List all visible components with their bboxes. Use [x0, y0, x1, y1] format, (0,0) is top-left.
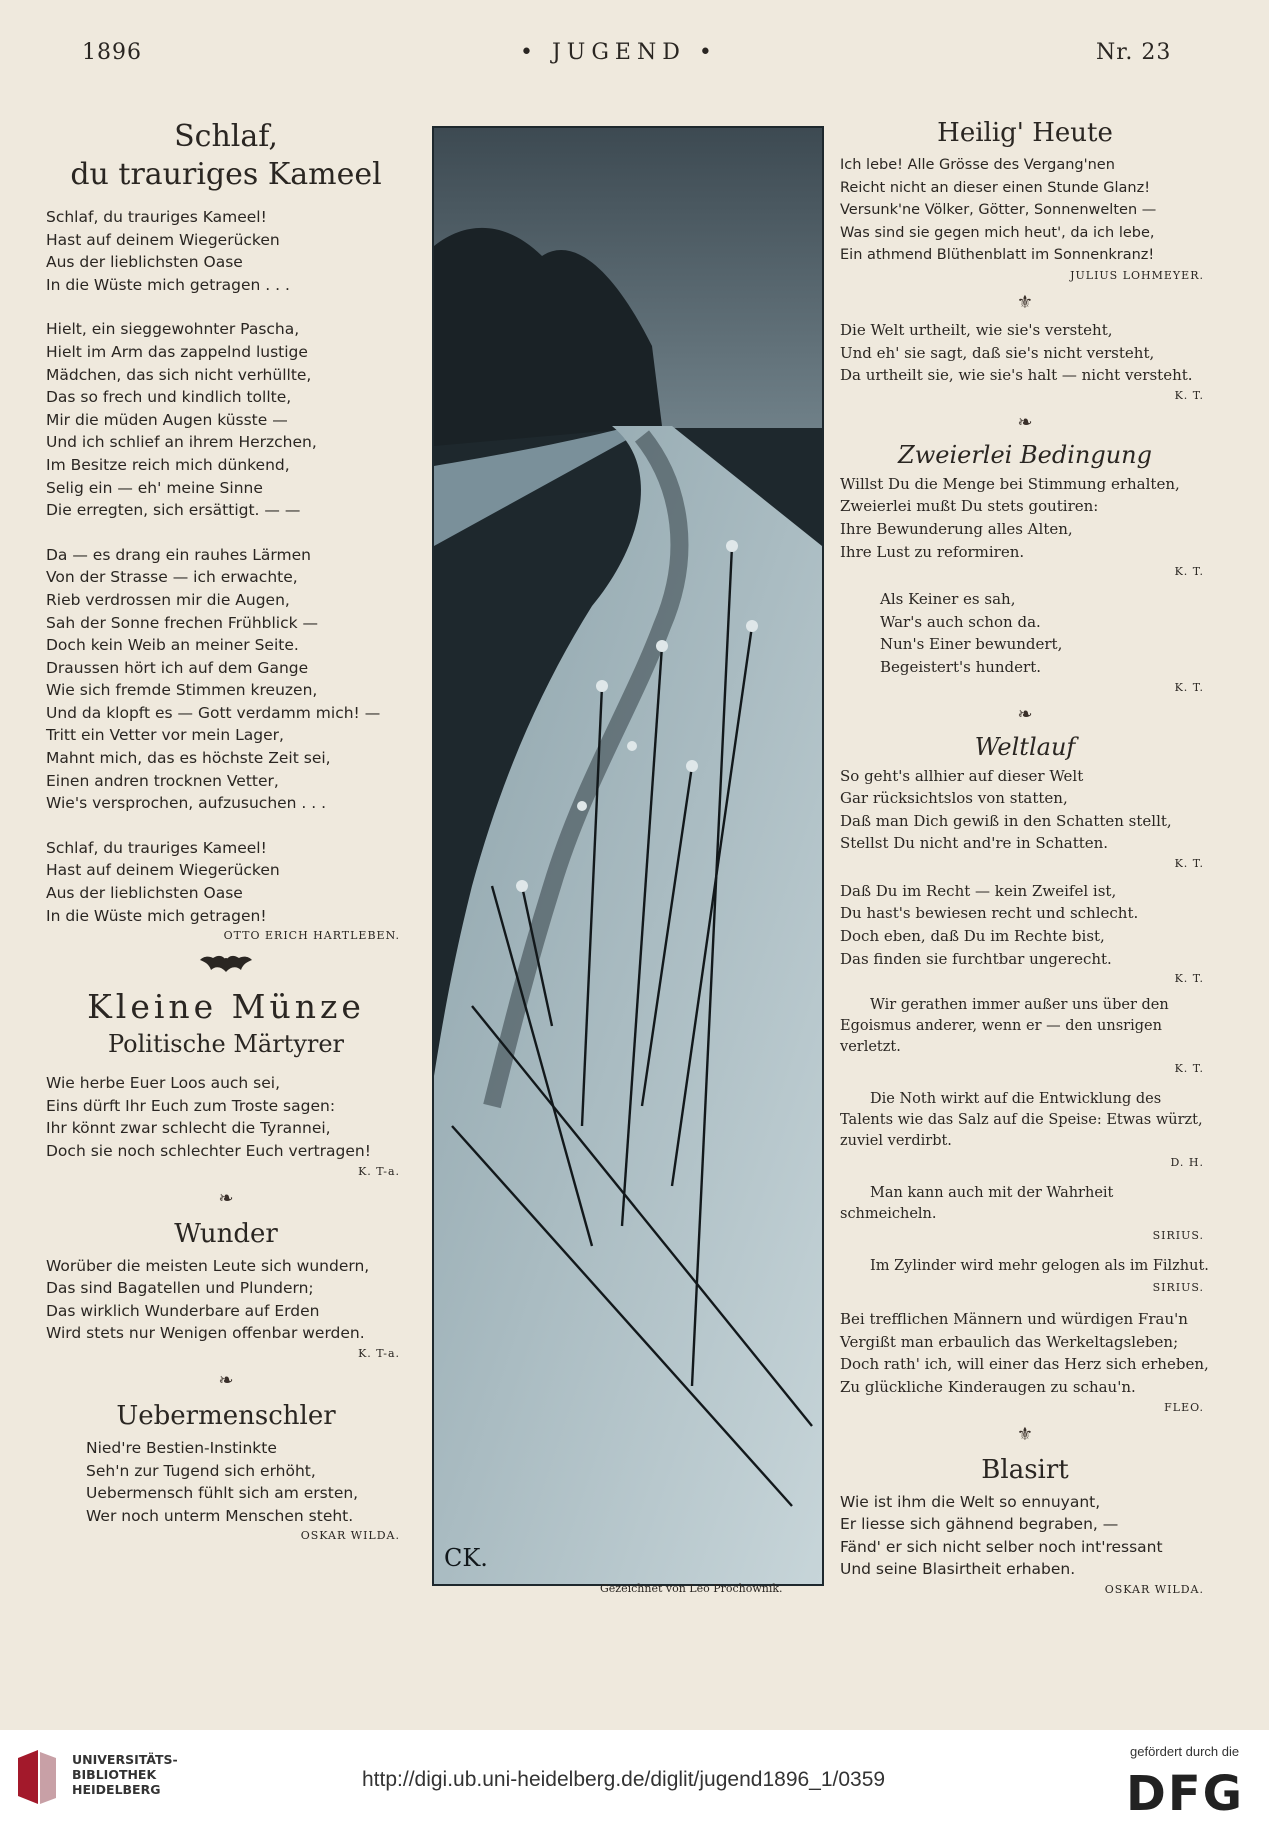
- poem-author: OTTO ERICH HARTLEBEN.: [223, 929, 400, 943]
- poem-author: OSKAR WILDA.: [1104, 1583, 1204, 1596]
- bat-ornament-icon: [46, 952, 406, 981]
- verse-line: Daß man Dich gewiß in den Schatten stellt,: [840, 811, 1172, 830]
- aphorism-text: Man kann auch mit der Wahrheit schmeicheln.: [840, 1185, 1114, 1223]
- verse-line: Da — es drang ein rauhes Lärmen: [46, 545, 311, 564]
- verse-line: Aus der lieblichsten Oase: [46, 253, 243, 272]
- poem-body: [840, 880, 1210, 970]
- header-year: 1896: [82, 40, 142, 65]
- verse-line: Da urtheilt sie, wie sie's halt — nicht versteht.: [840, 366, 1193, 385]
- footer-bar: [0, 1730, 1269, 1825]
- illustration-winter-landscape: [432, 126, 824, 1586]
- aphorism-text: Die Noth wirkt auf die Entwicklung des Talents wie das Salz auf die Speise: Etwas würzt, zuviel verdirbt.: [840, 1091, 1203, 1150]
- poem-body: [46, 1072, 406, 1162]
- verse-line: Schlaf, du trauriges Kameel!: [46, 208, 267, 226]
- poem-author: K. T.: [1174, 565, 1204, 579]
- poem-title: Wunder: [174, 1218, 278, 1249]
- verse-line: Tritt ein Vetter vor mein Lager,: [46, 726, 284, 745]
- ornament-icon: ❧: [218, 1187, 234, 1209]
- verse-line: Ich lebe! Alle Grösse des Vergang'nen: [840, 157, 1115, 173]
- aphorism: [840, 1183, 1210, 1246]
- fleur-ornament-icon: ⚜: [1016, 1423, 1034, 1445]
- source-url-link[interactable]: http://digi.ub.uni-heidelberg.de/diglit/jugend1896_1/0359: [362, 1768, 886, 1791]
- verse-line: Ihre Bewunderung alles Alten,: [840, 519, 1073, 538]
- poem-body: [840, 1491, 1210, 1581]
- aphorism-body: [840, 319, 1210, 387]
- aphorism-author: SIRIUS.: [1152, 1229, 1204, 1243]
- verse-line: In die Wüste mich getragen . . .: [46, 275, 290, 294]
- fleur-ornament-icon: ⚜: [1016, 291, 1034, 313]
- left-column: [46, 118, 406, 1552]
- verse-line: Draussen hört ich auf dem Gange: [46, 658, 309, 677]
- verse-line: Und ich schlief an ihrem Herzchen,: [46, 433, 317, 452]
- stanza: [46, 206, 406, 296]
- aphorism-text: Im Zylinder wird mehr gelogen als im Filzhut.: [870, 1258, 1209, 1275]
- verse-line: Das finden sie furchtbar ungerecht.: [840, 949, 1112, 968]
- poem-author: JULIUS LOHMEYER.: [1070, 268, 1204, 282]
- verse-line: Das sind Bagatellen und Plundern;: [46, 1279, 314, 1298]
- verse-line: Mir die müden Augen küsste —: [46, 410, 288, 429]
- aphorism-author: SIRIUS.: [1152, 1281, 1204, 1295]
- right-column: [840, 118, 1210, 1606]
- poem-title: Heilig' Heute: [937, 118, 1113, 148]
- verse-line: Doch rath' ich, will einer das Herz sich erheben,: [840, 1355, 1209, 1374]
- verse-line: Die Welt urtheilt, wie sie's versteht,: [840, 320, 1113, 339]
- poem-author: K. T.: [1174, 856, 1204, 870]
- poem-author: K. T-a.: [358, 1346, 400, 1360]
- university-name: UNIVERSITÄTS- BIBLIOTHEK HEIDELBERG: [72, 1752, 178, 1797]
- illustration-monogram: CK.: [444, 1544, 488, 1572]
- verse-line: Sah der Sonne frechen Frühblick —: [46, 613, 319, 632]
- poem-body: [840, 588, 1210, 678]
- verse-line: Fänd' er sich nicht selber noch int'ressant: [840, 1537, 1163, 1556]
- poem-title: Zweierlei Bedingung: [898, 440, 1152, 469]
- aphorism-author: D. H.: [1170, 1156, 1204, 1170]
- verse-line: Und da klopft es — Gott verdamm mich! —: [46, 703, 381, 722]
- verse-line: Rieb verdrossen mir die Augen,: [46, 590, 290, 609]
- verse-line: Von der Strasse — ich erwachte,: [46, 568, 298, 587]
- verse-line: Wie's versprochen, aufzusuchen . . .: [46, 794, 327, 813]
- poem-title: Weltlauf: [974, 732, 1076, 761]
- verse-line: Das so frech und kindlich tollte,: [46, 388, 292, 407]
- verse-line: Uebermensch fühlt sich am ersten,: [86, 1484, 359, 1503]
- verse-line: Und seine Blasirtheit erhaben.: [840, 1560, 1076, 1579]
- verse-line: Hast auf deinem Wiegerücken: [46, 861, 280, 880]
- verse-line: Und eh' sie sagt, daß sie's nicht versteht,: [840, 343, 1155, 362]
- verse-line: Wer noch unterm Menschen steht.: [86, 1506, 354, 1525]
- verse-line: Das wirklich Wunderbare auf Erden: [46, 1301, 320, 1320]
- section-title: Kleine Münze: [87, 987, 365, 1027]
- verse-line: Mädchen, das sich nicht verhüllte,: [46, 365, 312, 384]
- stanza: [46, 544, 406, 815]
- poem-body: [840, 154, 1210, 267]
- verse-line: Nun's Einer bewundert,: [880, 635, 1063, 654]
- verse-line: Schlaf, du trauriges Kameel!: [46, 838, 267, 857]
- ornament-icon: ❧: [1017, 411, 1033, 433]
- verse-line: Vergißt man erbaulich das Werkeltagsleben;: [840, 1332, 1179, 1351]
- verse-line: Hielt, ein sieggewohnter Pascha,: [46, 320, 300, 339]
- verse-line: War's auch schon da.: [880, 612, 1041, 631]
- verse-line: Die erregten, sich ersättigt. — —: [46, 501, 301, 520]
- poem-author: K. T.: [1174, 972, 1204, 986]
- verse-line: Seh'n zur Tugend sich erhöht,: [86, 1461, 316, 1480]
- poem-author: FLEO.: [1164, 1400, 1204, 1414]
- verse-line: Hast auf deinem Wiegerücken: [46, 230, 280, 249]
- verse-line: Wie ist ihm die Welt so ennuyant,: [840, 1492, 1101, 1511]
- verse-line: Doch eben, daß Du im Rechte bist,: [840, 927, 1105, 946]
- verse-line: Begeistert's hundert.: [880, 657, 1041, 676]
- illustration-caption: Gezeichnet von Leo Prochownik.: [600, 1582, 783, 1595]
- poem-body: [46, 1437, 406, 1527]
- poem-author: K. T.: [1174, 680, 1204, 694]
- aphorism-list: [840, 995, 1210, 1298]
- verse-line: Selig ein — eh' meine Sinne: [46, 478, 263, 497]
- verse-line: Einen andren trocknen Vetter,: [46, 771, 279, 790]
- verse-line: Wird stets nur Wenigen offenbar werden.: [46, 1324, 365, 1343]
- stanza: [46, 318, 406, 521]
- verse-line: Mahnt mich, das es höchste Zeit sei,: [46, 749, 331, 768]
- verse-line: Was sind sie gegen mich heut', da ich lebe,: [840, 224, 1155, 241]
- verse-line: Ein athmend Blüthenblatt im Sonnenkranz!: [840, 247, 1155, 264]
- poem-author: K. T-a.: [358, 1164, 400, 1178]
- verse-line: Reicht nicht an dieser einen Stunde Glanz!: [840, 179, 1151, 196]
- verse-line: Zweierlei mußt Du stets goutiren:: [840, 497, 1099, 516]
- header-issue: Nr. 23: [1096, 40, 1172, 65]
- verse-line: Eins dürft Ihr Euch zum Troste sagen:: [46, 1096, 336, 1115]
- poem-author: OSKAR WILDA.: [300, 1529, 400, 1543]
- verse-line: Versunk'ne Völker, Götter, Sonnenwelten —: [840, 202, 1157, 219]
- verse-line: Gar rücksichtslos von statten,: [840, 789, 1068, 808]
- verse-line: Wie sich fremde Stimmen kreuzen,: [46, 681, 318, 700]
- poem-title: Politische Märtyrer: [107, 1030, 345, 1059]
- verse-line: Wie herbe Euer Loos auch sei,: [46, 1074, 281, 1093]
- poem-title: Schlaf,: [174, 119, 278, 154]
- ornament-icon: ❧: [218, 1369, 234, 1391]
- verse-line: Ihr könnt zwar schlecht die Tyrannei,: [46, 1119, 331, 1138]
- poem-title: Blasirt: [981, 1454, 1069, 1485]
- verse-line: Worüber die meisten Leute sich wundern,: [46, 1256, 370, 1275]
- verse-line: Er liesse sich gähnend begraben, —: [840, 1515, 1119, 1534]
- verse-line: Zu glückliche Kinderaugen zu schau'n.: [840, 1378, 1136, 1397]
- poem-body: [840, 473, 1210, 563]
- verse-line: Daß Du im Recht — kein Zweifel ist,: [840, 881, 1117, 900]
- header-title: • JUGEND •: [520, 40, 718, 65]
- verse-line: Doch sie noch schlechter Euch vertragen!: [46, 1142, 371, 1160]
- ornament-icon: ❧: [1017, 703, 1033, 725]
- verse-line: So geht's allhier auf dieser Welt: [840, 766, 1084, 785]
- university-logo-icon: [14, 1748, 60, 1808]
- verse-line: Hielt im Arm das zappelnd lustige: [46, 342, 308, 361]
- verse-line: Nied're Bestien-Instinkte: [86, 1438, 277, 1457]
- aphorism-author: K. T.: [1174, 1062, 1204, 1076]
- poem-body: [46, 206, 406, 927]
- poem-body: [840, 1308, 1210, 1398]
- aphorism-text: Wir gerathen immer außer uns über den Egoismus anderer, wenn er — den unsrigen verletzt.: [840, 997, 1169, 1056]
- verse-line: Als Keiner es sah,: [880, 590, 1016, 609]
- verse-line: Stellst Du nicht and're in Schatten.: [840, 834, 1109, 853]
- verse-line: Ihre Lust zu reformiren.: [840, 542, 1025, 561]
- aphorism: [840, 1256, 1210, 1298]
- verse-line: Willst Du die Menge bei Stimmung erhalten,: [840, 474, 1180, 493]
- verse-line: Bei trefflichen Männern und würdigen Frau'n: [840, 1310, 1188, 1329]
- dfg-logo: DFG: [1126, 1766, 1245, 1822]
- verse-line: Im Besitze reich mich dünkend,: [46, 455, 290, 474]
- aphorism-author: K. T.: [1174, 388, 1204, 402]
- stanza: [46, 837, 406, 927]
- verse-line: Aus der lieblichsten Oase: [46, 884, 243, 903]
- poem-title: Uebermenschler: [116, 1400, 336, 1431]
- verse-line: Doch kein Weib an meiner Seite.: [46, 636, 299, 655]
- poem-body: [840, 765, 1210, 855]
- poem-body: [46, 1255, 406, 1345]
- aphorism: [840, 995, 1210, 1079]
- aphorism: [840, 1089, 1210, 1173]
- verse-line: Du hast's bewiesen recht und schlecht.: [840, 904, 1139, 923]
- verse-line: In die Wüste mich getragen!: [46, 906, 267, 925]
- funding-label: gefördert durch die: [1130, 1744, 1240, 1759]
- poem-title: du trauriges Kameel: [70, 157, 382, 192]
